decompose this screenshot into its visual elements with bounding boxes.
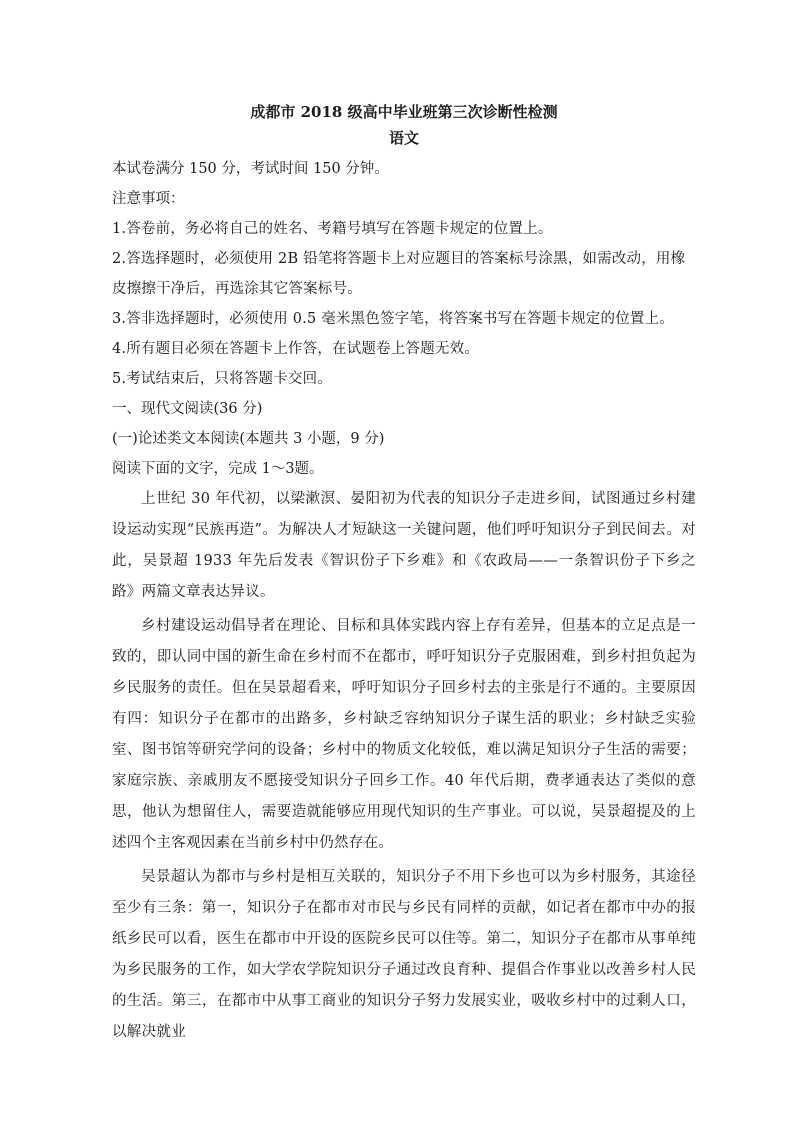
exam-title: 成都市 2018 级高中毕业班第三次诊断性检测 (250, 103, 558, 121)
document-page (112, 96, 696, 1048)
reading-passage (112, 484, 696, 1048)
notes-list (112, 214, 696, 394)
passage-paragraph: 吴景超认为都市与乡村是相互关联的，知识分子不用下乡也可以为乡村服务，其途径至少有三条：第一，知识分子在都市对市民与乡民有同样的贡献，如记者在都市中办的报纸乡民可以看，医生在都市中开设的医院乡民可以住等。第二，知识分子在都市从事单纯为乡民服务的工作，如大学农学院知识分子通过改良育种、提倡合作事业以改善乡村人民的生活。第三，在都市中从事工商业的知识分子努力发展实业，吸收乡村中的过剩人口，以解决就业 (112, 869, 696, 1040)
note-item: 5.考试结束后，只将答题卡交回。 (112, 371, 333, 387)
passage-paragraph: 上世纪 30 年代初，以梁漱溟、晏阳初为代表的知识分子走进乡间，试图通过乡村建设运动实现“民族再造”。为解决人才短缺这一关键问题，他们呼吁知识分子到民间去。对此，吴景超 1933 年先后发表《智识份子下乡难》和《农政局——一条智识份子下乡之路》两篇文章表达异议。 (112, 491, 696, 600)
section-subheading: (一)论述类文本阅读(本题共 3 小题，9 分) (112, 431, 385, 447)
section-heading: 一、现代文阅读(36 分) (112, 401, 263, 417)
subject-title: 语文 (388, 129, 419, 147)
note-item: 4.所有题目必须在答题卡上作答，在试题卷上答题无效。 (112, 341, 480, 357)
exam-info: 本试卷满分 150 分，考试时间 150 分钟。 (112, 161, 389, 177)
note-item: 1.答卷前，务必将自己的姓名、考籍号填写在答题卡规定的位置上。 (112, 221, 553, 237)
note-item: 2.答选择题时，必须使用 2B 铅笔将答题卡上对应题目的答案标号涂黑，如需改动，用橡皮擦擦干净后，再选涂其它答案标号。 (112, 251, 686, 297)
reading-instruction: 阅读下面的文字，完成 1～3题。 (112, 461, 324, 477)
passage-paragraph: 乡村建设运动倡导者在理论、目标和具体实践内容上存有差异，但基本的立足点是一致的，即认同中国的新生命在乡村而不在都市，呼吁知识分子克服困难，到乡村担负起为乡民服务的责任。但在吴景超看来，呼吁知识分子回乡村去的主张是行不通的。主要原因有四：知识分子在都市的出路多，乡村缺乏容纳知识分子谋生活的职业；乡村缺乏实验室、图书馆等研究学问的设备；乡村中的物质文化较低，难以满足知识分子生活的需要；家庭宗族、亲戚朋友不愿接受知识分子回乡工作。40 年代后期，费孝通表达了类似的意思，他认为想留住人，需要造就能够应用现代知识的生产事业。可以说，吴景超提及的上述四个主客观因素在当前乡村中仍然存在。 (112, 618, 696, 851)
note-item: 3.答非选择题时，必须使用 0.5 毫米黑色签字笔，将答案书写在答题卡规定的位置上。 (112, 311, 675, 327)
notes-heading: 注意事项： (112, 191, 185, 207)
